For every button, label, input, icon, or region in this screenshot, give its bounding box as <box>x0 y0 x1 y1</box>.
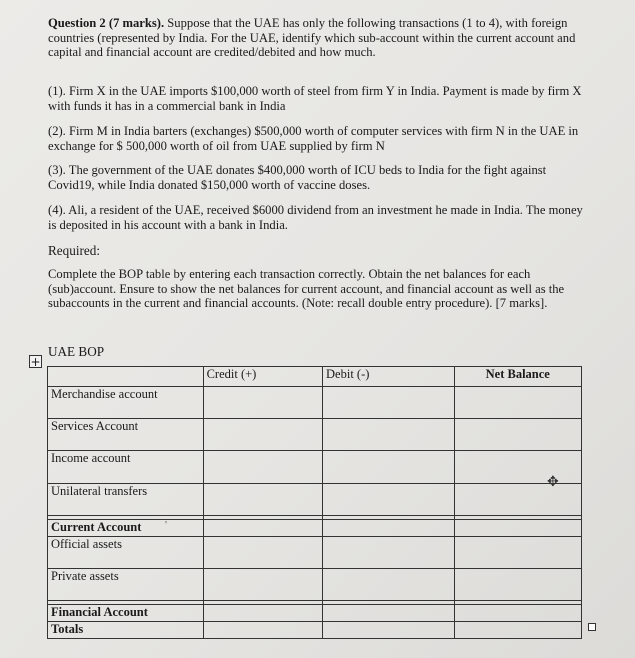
row-label-totals[interactable]: Totals <box>48 622 204 639</box>
table-row <box>48 622 582 639</box>
table-row <box>48 387 582 419</box>
table-row <box>48 451 582 484</box>
row-label-unilateral[interactable]: Unilateral transfers <box>48 484 204 516</box>
cell-private-debit[interactable] <box>323 569 454 601</box>
transaction-3: (3). The government of the UAE donates $400,000 worth of ICU beds to India for the fight against Covid19, while India donated $150,000 worth of vaccine doses. <box>48 163 547 192</box>
header-credit[interactable]: Credit (+) <box>203 367 322 387</box>
row-label-merchandise[interactable]: Merchandise account <box>48 387 204 419</box>
required-label: Required: <box>48 243 101 258</box>
instructions: Complete the BOP table by entering each transaction correctly. Obtain the net balances for each (sub)account. Ensure to show the net balances for current account, and financial account as well as the subaccounts in the current and financial accounts. (Note: recall double entry procedure). [7 marks]. <box>48 267 565 310</box>
cell-private-net[interactable] <box>454 569 582 601</box>
cell-totals-net[interactable] <box>454 622 582 639</box>
cell-unilateral-credit[interactable] <box>203 484 322 516</box>
table-row <box>48 484 582 516</box>
cell-services-net[interactable] <box>454 419 582 451</box>
table-row <box>48 569 582 601</box>
row-label-services[interactable]: Services Account <box>48 419 204 451</box>
move-cursor-icon: ✥ <box>547 474 559 490</box>
cell-services-credit[interactable] <box>203 419 322 451</box>
cell-totals-credit[interactable] <box>203 622 322 639</box>
table-move-handle-plus-icon[interactable]: + <box>30 355 41 369</box>
cell-services-debit[interactable] <box>323 419 454 451</box>
cell-official-net[interactable] <box>454 537 582 569</box>
table-row <box>48 520 582 537</box>
cell-unilateral-debit[interactable] <box>323 484 454 516</box>
cell-merchandise-debit[interactable] <box>323 387 454 419</box>
cell-current-credit[interactable] <box>203 520 322 537</box>
cell-current-net[interactable] <box>454 520 582 537</box>
transaction-1: (1). Firm X in the UAE imports $100,000 worth of steel from firm Y in India. Payment is made by firm X with funds it has in a commercial bank in India <box>48 84 582 113</box>
question-paragraph <box>48 16 588 60</box>
cell-official-credit[interactable] <box>203 537 322 569</box>
table-resize-handle[interactable] <box>588 623 596 631</box>
transaction-4: (4). Ali, a resident of the UAE, received $6000 dividend from an investment he made in India. The money is deposited in his account with a bank in India. <box>48 203 583 232</box>
transaction-2: (2). Firm M in India barters (exchanges) $500,000 worth of computer services with firm N in the UAE in exchange for $ 500,000 worth of oil from UAE supplied by firm N <box>48 124 579 153</box>
cell-income-debit[interactable] <box>323 451 454 484</box>
row-label-income[interactable]: Income account <box>48 451 204 484</box>
table-row <box>48 419 582 451</box>
cell-totals-debit[interactable] <box>323 622 454 639</box>
table-row <box>48 537 582 569</box>
row-label-current-account[interactable]: Current Account <box>48 520 204 537</box>
cell-current-debit[interactable] <box>323 520 454 537</box>
cell-financial-debit[interactable] <box>323 605 454 622</box>
cell-financial-credit[interactable] <box>203 605 322 622</box>
cell-private-credit[interactable] <box>203 569 322 601</box>
table-row <box>48 605 582 622</box>
header-account[interactable] <box>48 367 204 387</box>
header-debit[interactable]: Debit (-) <box>323 367 454 387</box>
table-header-row <box>48 367 582 387</box>
question-intro: Suppose that the UAE has only the following transactions (1 to 4), with foreign countries (represented by India. For the UAE, identify which sub-account within the current account and capital and financial account are credited/debited and how much. <box>48 16 576 59</box>
question-heading: Question 2 (7 marks). <box>48 16 165 30</box>
cell-income-credit[interactable] <box>203 451 322 484</box>
bop-table <box>47 366 582 639</box>
table-title: UAE BOP <box>48 344 105 359</box>
cell-official-debit[interactable] <box>323 537 454 569</box>
stray-mark: ' <box>165 519 167 531</box>
cell-financial-net[interactable] <box>454 605 582 622</box>
header-net-balance[interactable]: Net Balance <box>454 367 582 387</box>
cell-merchandise-credit[interactable] <box>203 387 322 419</box>
row-label-financial-account[interactable]: Financial Account <box>48 605 204 622</box>
row-label-official-assets[interactable]: Official assets <box>48 537 204 569</box>
row-label-private-assets[interactable]: Private assets <box>48 569 204 601</box>
cell-merchandise-net[interactable] <box>454 387 582 419</box>
